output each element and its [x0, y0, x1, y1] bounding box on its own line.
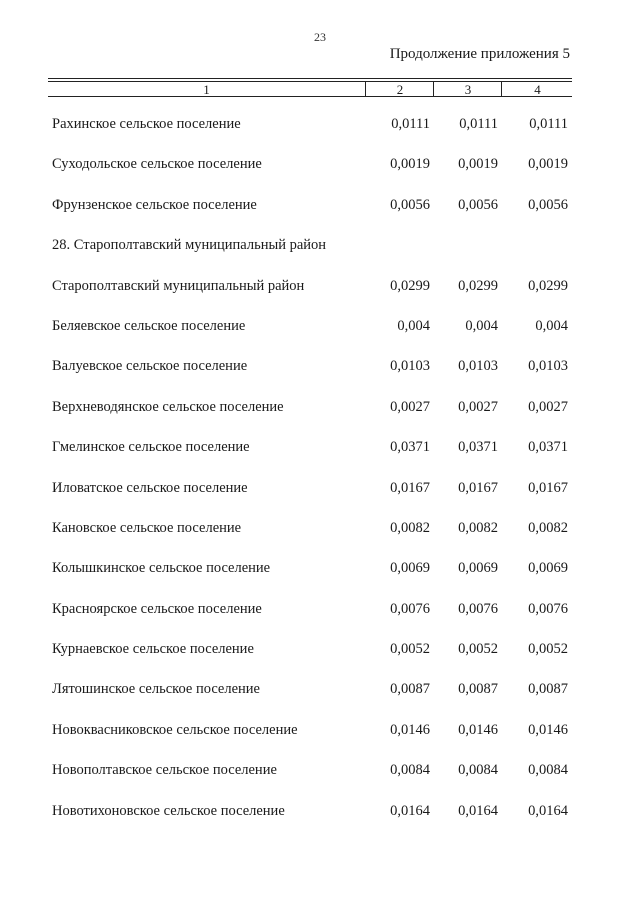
row-name: Иловатское сельское поселение: [52, 479, 248, 496]
row-name: Верхневодянское сельское поселение: [52, 398, 284, 415]
row-value-col-4: 0,0056: [528, 196, 568, 213]
row-value-col-2: 0,0056: [390, 196, 430, 213]
row-value-col-2: 0,0052: [390, 641, 430, 658]
table-row: [0, 395, 640, 435]
continuation-label: Продолжение приложения 5: [389, 46, 570, 62]
table-row: [0, 677, 640, 717]
row-name: Кановское сельское поселение: [52, 519, 242, 536]
row-value-col-2: 0,0069: [390, 560, 430, 577]
row-value-col-3: 0,0299: [458, 277, 498, 294]
row-value-col-4: 0,0052: [528, 641, 568, 658]
row-value-col-3: 0,0052: [458, 641, 498, 658]
row-value-col-4: 0,004: [535, 317, 568, 334]
row-value-col-3: 0,0111: [459, 116, 498, 132]
row-value-col-4: 0,0167: [528, 479, 568, 496]
table-row: [0, 233, 640, 273]
row-value-col-3: 0,0056: [458, 196, 498, 213]
row-value-col-2: 0,0146: [390, 721, 430, 738]
row-value-col-2: 0,0027: [390, 398, 430, 415]
header-col-4: 4: [501, 82, 573, 97]
row-value-col-4: 0,0082: [528, 519, 568, 536]
row-value-col-2: 0,0299: [390, 277, 430, 294]
table-header: [48, 78, 572, 97]
table-row: [0, 112, 640, 152]
row-value-col-2: 0,0087: [390, 681, 430, 698]
table-row: [0, 597, 640, 637]
row-name: Новополтавское сельское поселение: [52, 762, 277, 779]
table-row: [0, 758, 640, 798]
table-row: [0, 152, 640, 192]
row-value-col-3: 0,0069: [458, 560, 498, 577]
row-value-col-3: 0,0084: [458, 762, 498, 779]
row-name: Старополтавский муниципальный район: [52, 277, 305, 294]
row-value-col-4: 0,0084: [528, 762, 568, 779]
header-col-3: 3: [433, 82, 502, 97]
row-name: 28. Старополтавский муниципальный район: [52, 237, 327, 254]
row-value-col-4: 0,0111: [529, 116, 568, 132]
table-row: [0, 516, 640, 556]
row-value-col-3: 0,0371: [458, 439, 498, 456]
row-name: Красноярское сельское поселение: [52, 600, 262, 617]
row-value-col-2: 0,0082: [390, 519, 430, 536]
row-value-col-2: 0,0019: [390, 156, 430, 173]
row-name: Новотихоновское сельское поселение: [52, 802, 285, 819]
row-name: Курнаевское сельское поселение: [52, 641, 254, 658]
table-row: [0, 354, 640, 394]
row-name: Новоквасниковское сельское поселение: [52, 721, 298, 738]
table-body: [0, 112, 640, 839]
row-name: Фрунзенское сельское поселение: [52, 196, 257, 213]
table-row: [0, 193, 640, 233]
row-value-col-3: 0,0076: [458, 600, 498, 617]
row-value-col-3: 0,0164: [458, 802, 498, 819]
row-value-col-2: 0,0084: [390, 762, 430, 779]
row-value-col-4: 0,0027: [528, 398, 568, 415]
row-value-col-2: 0,0111: [391, 116, 430, 132]
row-value-col-3: 0,0167: [458, 479, 498, 496]
row-value-col-2: 0,0167: [390, 479, 430, 496]
row-value-col-4: 0,0076: [528, 600, 568, 617]
row-value-col-4: 0,0019: [528, 156, 568, 173]
row-name: Гмелинское сельское поселение: [52, 439, 250, 456]
row-value-col-2: 0,0076: [390, 600, 430, 617]
row-value-col-3: 0,0087: [458, 681, 498, 698]
header-col-1: 1: [203, 82, 210, 97]
row-value-col-4: 0,0164: [528, 802, 568, 819]
table-row: [0, 637, 640, 677]
row-name: Лятошинское сельское поселение: [52, 681, 260, 698]
table-row: [0, 274, 640, 314]
row-value-col-2: 0,0103: [390, 358, 430, 375]
row-value-col-2: 0,0164: [390, 802, 430, 819]
row-name: Суходольское сельское поселение: [52, 156, 262, 173]
row-value-col-4: 0,0087: [528, 681, 568, 698]
row-value-col-2: 0,0371: [390, 439, 430, 456]
page-number: 23: [314, 30, 326, 44]
row-value-col-4: 0,0146: [528, 721, 568, 738]
row-value-col-3: 0,0146: [458, 721, 498, 738]
row-value-col-3: 0,0082: [458, 519, 498, 536]
row-value-col-2: 0,004: [397, 317, 430, 334]
row-name: Беляевское сельское поселение: [52, 317, 246, 334]
row-name: Рахинское сельское поселение: [52, 116, 241, 132]
row-name: Колышкинское сельское поселение: [52, 560, 271, 577]
table-row: [0, 799, 640, 839]
header-col-2: 2: [365, 82, 434, 97]
row-value-col-3: 0,0019: [458, 156, 498, 173]
table-row: [0, 476, 640, 516]
row-name: Валуевское сельское поселение: [52, 358, 248, 375]
table-row: [0, 435, 640, 475]
row-value-col-3: 0,004: [465, 317, 498, 334]
row-value-col-3: 0,0103: [458, 358, 498, 375]
table-row: [0, 718, 640, 758]
row-value-col-4: 0,0069: [528, 560, 568, 577]
table-row: [0, 314, 640, 354]
row-value-col-4: 0,0371: [528, 439, 568, 456]
row-value-col-4: 0,0299: [528, 277, 568, 294]
table-row: [0, 556, 640, 596]
row-value-col-4: 0,0103: [528, 358, 568, 375]
row-value-col-3: 0,0027: [458, 398, 498, 415]
